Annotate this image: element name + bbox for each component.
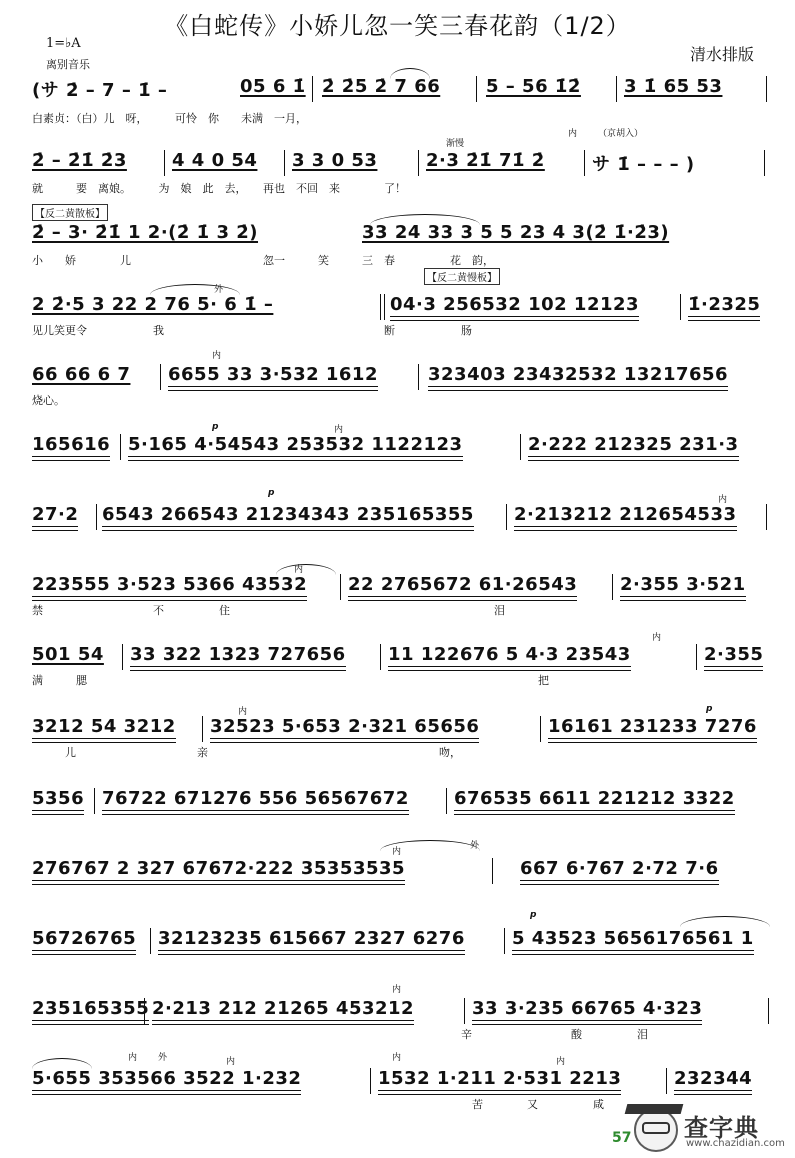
barline [284, 150, 285, 176]
section-tag: 【反二黄散板】 [32, 204, 108, 221]
notation-segment: 33 3·235 66765 4·323 [472, 998, 703, 1019]
notation-segment: 3212 54 3212 [32, 716, 176, 737]
notation-segment: 33 24 33 3 5 5 23 4 3(2̇ 1̇·2̇3) [362, 222, 670, 243]
barline [506, 504, 507, 530]
dynamic-marking: 渐慢 [446, 139, 465, 149]
lyric-line: 苦 又 咸 [32, 1098, 604, 1111]
notation-segment: 05 6 1̇ [240, 76, 306, 97]
barline [144, 998, 145, 1024]
barline [540, 716, 541, 742]
instrument-cue: （京胡入） [598, 129, 644, 139]
lyric-line: 辛 酸 泪 [32, 1028, 648, 1041]
dynamic-marking: 外 [214, 285, 224, 295]
dynamic-marking: 内 [128, 1053, 138, 1063]
lyric-line: 儿 亲 吻， [32, 746, 461, 759]
notation-segment: 2̇ 2̇5 2̇ 7 66 [322, 76, 441, 97]
barline [616, 76, 617, 102]
barline [94, 788, 95, 814]
notation-segment: 165616 [32, 434, 111, 455]
notation-segment: 33 322 1323 727656 [130, 644, 346, 665]
barline [666, 1068, 667, 1094]
notation-segment: 276767 2 327 67672·222 35353535 [32, 858, 406, 879]
barline [370, 1068, 371, 1094]
barline [150, 928, 151, 954]
notation-segment: 76722 671276 556 56567672 [102, 788, 409, 809]
notation-segment: 2·355 [704, 644, 764, 665]
glasses-icon [642, 1122, 670, 1134]
barline [612, 574, 613, 600]
dynamic-marking: 内 [392, 985, 402, 995]
barline [766, 76, 767, 102]
dynamic-marking: p [530, 910, 537, 920]
notation-segment: 2·213 212 21265 453212 [152, 998, 415, 1019]
lyric-line: 白素贞：（白）儿 呀， 可怜 你 未满 一月， [32, 112, 307, 125]
notation-segment: 676535 6611 221212 3322 [454, 788, 735, 809]
notation-segment: 2̇ – 2̇1̇ 2̇3 [32, 150, 127, 171]
barline [418, 364, 419, 390]
barline [520, 434, 521, 460]
barline [340, 574, 341, 600]
notation-segment: 232344 [674, 1068, 753, 1089]
notation-segment: 66 66 6 7 [32, 364, 131, 385]
notation-segment: 235165355 [32, 998, 150, 1019]
notation-segment: 27·2 [32, 504, 79, 525]
barline [120, 434, 121, 460]
barline [446, 788, 447, 814]
slur-mark [32, 1058, 92, 1069]
notation-segment: 501 54 [32, 644, 104, 665]
lyric-line: 就 要 离娘。 为 娘 此 去， 再也 不回 来 了！ [32, 182, 406, 195]
notation-segment: 16161 231233 7276 [548, 716, 757, 737]
slur-mark [276, 564, 336, 575]
dynamic-marking: 外 [470, 841, 480, 851]
dynamic-marking: p [268, 488, 275, 498]
slur-mark [370, 214, 480, 225]
page-title: 《白蛇传》小娇儿忽一笑三春花韵（1/2） [164, 12, 631, 40]
notation-segment: 6543 266543 21234343 235165355 [102, 504, 474, 525]
dynamic-marking: 内 [392, 1053, 402, 1063]
notation-segment: 2̇ – 3· 2̇1̇ 1 2·(2̇ 1̇ 3 2̇) [32, 222, 259, 243]
dynamic-marking: 内 [212, 351, 222, 361]
barline [160, 364, 161, 390]
barline [96, 504, 97, 530]
notation-segment: 5·165 4·54543 253532 1122123 [128, 434, 463, 455]
dynamic-marking: 内 [392, 847, 402, 857]
watermark-site-name: 查字典 [684, 1114, 759, 1142]
dynamic-marking: 内 [334, 425, 344, 435]
double-barline [380, 294, 385, 320]
section-label: 离别音乐 [46, 58, 90, 71]
dynamic-marking: 内 [226, 1057, 236, 1067]
notation-segment: サ 1̇ – – – ) [592, 154, 695, 175]
barline [312, 76, 313, 102]
lyric-line: 禁 不 住 泪 [32, 604, 505, 617]
slur-mark [680, 916, 770, 927]
notation-segment: 32523 5·653 2·321 65656 [210, 716, 480, 737]
notation-segment: 223555 3·523 5366 43532 [32, 574, 308, 595]
barline [768, 998, 769, 1024]
barline [122, 644, 123, 670]
barline [464, 998, 465, 1024]
notation-segment: 2 2̇·5 3 22 2 76 5· 6 1̇ – [32, 294, 274, 315]
notation-segment: 3 3 0 53 [292, 150, 378, 171]
slur-mark [380, 840, 480, 851]
barline [492, 858, 493, 884]
dynamic-marking: 内 [652, 633, 662, 643]
key-signature: 1=♭A [46, 36, 81, 51]
notation-segment: 2·213212 212654533 [514, 504, 737, 525]
barline [766, 504, 767, 530]
notation-segment: 11 122676 5 4·3 23543 [388, 644, 631, 665]
notation-segment: 667 6·767 2·72 7·6 [520, 858, 719, 879]
barline [476, 76, 477, 102]
notation-segment: 2·355 3·521 [620, 574, 746, 595]
slur-mark [150, 284, 240, 295]
dynamic-marking: p [212, 422, 219, 432]
notation-segment: 2·3 2̇1̇ 71̇ 2̇ [426, 150, 545, 171]
notation-segment: 6655 33 3·532 1612 [168, 364, 378, 385]
barline [584, 150, 585, 176]
notation-segment: 5·655 353566 3522 1·232 [32, 1068, 302, 1089]
barline [380, 644, 381, 670]
barline [764, 150, 765, 176]
barline [164, 150, 165, 176]
dynamic-marking: p [706, 704, 713, 714]
section-tag: 【反二黄慢板】 [424, 268, 500, 285]
notation-segment: 56726765 [32, 928, 137, 949]
site-watermark [612, 1104, 790, 1154]
barline [202, 716, 203, 742]
barline [696, 644, 697, 670]
dynamic-marking: 外 [158, 1053, 168, 1063]
slur-mark [390, 68, 430, 79]
notation-segment: 22 2765672 61·26543 [348, 574, 578, 595]
notation-segment: 323403 23432532 13217656 [428, 364, 729, 385]
dynamic-marking: 内 [238, 707, 248, 717]
lyric-line: 小 娇 儿 忽一 笑 三 春 花 韵， [32, 254, 494, 267]
notation-segment: 5 43523 5656176561 1 [512, 928, 754, 949]
dynamic-marking: 内 [718, 495, 728, 505]
notation-segment: 1532 1·211 2·531 2213 [378, 1068, 622, 1089]
lyric-line: 烧心。 [32, 394, 65, 407]
barline [504, 928, 505, 954]
watermark-prefix: 57 [612, 1130, 632, 1146]
lyric-line: 满 腮 把 [32, 674, 549, 687]
notation-segment: 5 – 56 1̇2̇ [486, 76, 581, 97]
barline [418, 150, 419, 176]
notation-segment: 4 4 0 54 [172, 150, 258, 171]
notation-segment: (サ 2̇ – 7 – 1̇ – [32, 80, 168, 101]
watermark-url: www.chazidian.com [686, 1138, 785, 1149]
graduation-cap-icon [625, 1104, 684, 1114]
notation-segment: 04·3 256532 102 12123 [390, 294, 640, 315]
lyric-line: 见儿笑更令 我 断 肠 [32, 324, 472, 337]
dynamic-marking: 内 [568, 129, 578, 139]
notation-segment: 5356 [32, 788, 85, 809]
notation-segment: 32123235 615667 2327 6276 [158, 928, 465, 949]
dynamic-marking: 内 [294, 565, 304, 575]
barline [680, 294, 681, 320]
notation-segment: 1̇·2325 [688, 294, 761, 315]
notation-segment: 3 1̇ 65 53 [624, 76, 723, 97]
notation-segment: 2·222 212325 231·3 [528, 434, 739, 455]
arranger-credit: 清水排版 [690, 45, 755, 64]
dynamic-marking: 内 [556, 1057, 566, 1067]
